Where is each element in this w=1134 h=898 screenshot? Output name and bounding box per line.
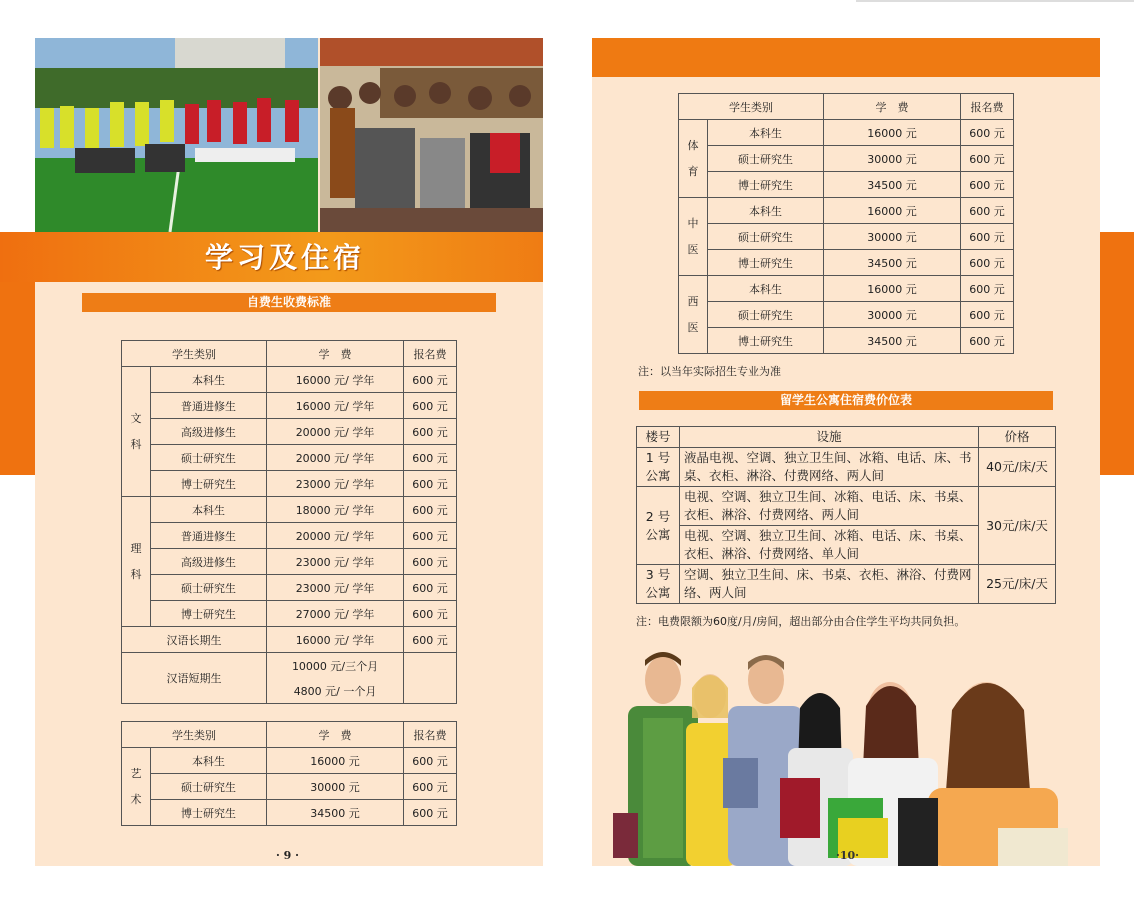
top-edge-line <box>856 0 1134 2</box>
table-row <box>122 393 457 419</box>
tuition-cell: 34500 元 <box>267 800 404 826</box>
registration-fee-cell: 600 元 <box>404 774 457 800</box>
registration-fee-cell: 600 元 <box>961 224 1014 250</box>
registration-fee-cell: 600 元 <box>404 445 457 471</box>
tuition-cell: 16000 元 <box>267 748 404 774</box>
page-title: 学习及住宿 <box>204 241 365 274</box>
header-tuition: 学 费 <box>267 341 404 367</box>
tuition-cell: 20000 元/ 学年 <box>267 419 404 445</box>
registration-fee-cell: 600 元 <box>404 549 457 575</box>
registration-fee-cell: 600 元 <box>404 497 457 523</box>
fee-table-art <box>121 721 457 826</box>
student-type-cell: 汉语短期生 <box>122 653 267 704</box>
registration-fee-cell: 600 元 <box>404 367 457 393</box>
category-cell: 艺 术 <box>122 748 151 826</box>
table-row <box>637 487 1056 526</box>
header-row <box>122 722 457 748</box>
table-row <box>122 367 457 393</box>
building-cell: 2 号公寓 <box>637 487 680 565</box>
table-row <box>122 653 457 679</box>
registration-fee-cell: 600 元 <box>404 748 457 774</box>
table-row <box>679 120 1014 146</box>
table-row <box>122 575 457 601</box>
student-type-cell: 普通进修生 <box>151 393 267 419</box>
table-row <box>679 302 1014 328</box>
tuition-cell: 34500 元 <box>824 328 961 354</box>
registration-fee-cell: 600 元 <box>404 601 457 627</box>
facilities-cell: 电视、空调、独立卫生间、冰箱、电话、床、书桌、衣柜、淋浴、付费网络、两人间 <box>680 487 979 526</box>
registration-fee-cell: 600 元 <box>404 393 457 419</box>
student-type-cell: 硕士研究生 <box>708 224 824 250</box>
tuition-cell: 27000 元/ 学年 <box>267 601 404 627</box>
tuition-cell: 16000 元 <box>824 120 961 146</box>
table-row <box>679 224 1014 250</box>
student-type-cell: 博士研究生 <box>708 172 824 198</box>
table-row <box>122 774 457 800</box>
tuition-cell: 30000 元 <box>824 302 961 328</box>
registration-fee-cell: 600 元 <box>961 146 1014 172</box>
student-type-cell: 本科生 <box>151 367 267 393</box>
table-row <box>122 497 457 523</box>
student-type-cell: 高级进修生 <box>151 419 267 445</box>
table-row <box>122 627 457 653</box>
facilities-cell: 液晶电视、空调、独立卫生间、冰箱、电话、床、书桌、衣柜、淋浴、付费网络、两人间 <box>680 448 979 487</box>
table-row <box>122 800 457 826</box>
right-top-band <box>592 38 1100 77</box>
table-row <box>637 565 1056 604</box>
tuition-cell: 34500 元 <box>824 172 961 198</box>
category-cell: 文 科 <box>122 367 151 497</box>
tuition-cell: 23000 元/ 学年 <box>267 549 404 575</box>
registration-fee-cell: 600 元 <box>961 172 1014 198</box>
left-edge-band <box>0 282 35 475</box>
tuition-cell: 30000 元 <box>824 146 961 172</box>
student-type-cell: 博士研究生 <box>708 328 824 354</box>
category-cell: 体 育 <box>679 120 708 198</box>
table-row <box>122 419 457 445</box>
student-type-cell: 博士研究生 <box>151 800 267 826</box>
tuition-cell: 16000 元/ 学年 <box>267 627 404 653</box>
student-type-cell: 高级进修生 <box>151 549 267 575</box>
table-row <box>122 601 457 627</box>
registration-fee-cell: 600 元 <box>404 575 457 601</box>
tuition-cell: 18000 元/ 学年 <box>267 497 404 523</box>
student-type-cell: 博士研究生 <box>151 471 267 497</box>
registration-fee-cell: 600 元 <box>404 419 457 445</box>
price-cell: 30元/床/天 <box>979 487 1056 565</box>
tuition-cell: 16000 元 <box>824 198 961 224</box>
student-type-cell: 本科生 <box>151 748 267 774</box>
section-title-dorm: 留学生公寓住宿费价位表 <box>639 391 1053 410</box>
tuition-cell: 23000 元/ 学年 <box>267 575 404 601</box>
fee-table-arts-science <box>121 340 457 704</box>
tuition-cell: 16000 元/ 学年 <box>267 367 404 393</box>
note-electricity: 注：电费限额为60度/月/房间，超出部分由合住学生平均共同负担。 <box>636 615 966 628</box>
table-row <box>679 328 1014 354</box>
header-registration: 报名费 <box>404 341 457 367</box>
registration-fee-cell: 600 元 <box>404 471 457 497</box>
table-row <box>679 198 1014 224</box>
table-row <box>122 471 457 497</box>
price-cell: 25元/床/天 <box>979 565 1056 604</box>
header-category: 学生类别 <box>122 722 267 748</box>
student-type-cell: 本科生 <box>708 120 824 146</box>
note-enrollment: 注：以当年实际招生专业为准 <box>638 365 781 378</box>
page-number-left: · 9 · <box>276 849 299 862</box>
registration-fee-cell: 600 元 <box>961 120 1014 146</box>
header-row <box>122 341 457 367</box>
registration-fee-cell: 600 元 <box>961 328 1014 354</box>
student-type-cell: 硕士研究生 <box>151 445 267 471</box>
tuition-cell: 34500 元 <box>824 250 961 276</box>
section-title-fees: 自费生收费标准 <box>82 293 496 312</box>
registration-fee-cell: 600 元 <box>404 523 457 549</box>
header-building: 楼号 <box>637 427 680 448</box>
header-category: 学生类别 <box>122 341 267 367</box>
header-row <box>679 94 1014 120</box>
header-tuition: 学 费 <box>267 722 404 748</box>
header-category: 学生类别 <box>679 94 824 120</box>
registration-fee-cell: 600 元 <box>404 627 457 653</box>
students-photo-group <box>320 38 543 232</box>
student-type-cell: 汉语长期生 <box>122 627 267 653</box>
student-type-cell: 硕士研究生 <box>708 302 824 328</box>
header-tuition: 学 费 <box>824 94 961 120</box>
registration-fee-cell: 600 元 <box>961 250 1014 276</box>
right-edge-band <box>1100 232 1134 475</box>
tuition-cell: 16000 元/ 学年 <box>267 393 404 419</box>
tuition-cell: 20000 元/ 学年 <box>267 523 404 549</box>
page-number-right: ·10· <box>836 849 859 862</box>
header-row <box>637 427 1056 448</box>
tuition-cell: 16000 元 <box>824 276 961 302</box>
tuition-cell: 23000 元/ 学年 <box>267 471 404 497</box>
table-row <box>122 523 457 549</box>
table-row <box>679 172 1014 198</box>
students-photo-soccer <box>35 38 318 232</box>
student-type-cell: 硕士研究生 <box>151 774 267 800</box>
fee-table-sports-medicine <box>678 93 1014 354</box>
student-type-cell: 普通进修生 <box>151 523 267 549</box>
student-type-cell: 本科生 <box>151 497 267 523</box>
tuition-cell: 20000 元/ 学年 <box>267 445 404 471</box>
registration-fee-cell: 600 元 <box>404 800 457 826</box>
tuition-cell: 4800 元/ 一个月 <box>267 678 404 704</box>
registration-fee-cell: 600 元 <box>961 198 1014 224</box>
header-price: 价格 <box>979 427 1056 448</box>
header-registration: 报名费 <box>961 94 1014 120</box>
header-facilities: 设施 <box>680 427 979 448</box>
student-type-cell: 硕士研究生 <box>151 575 267 601</box>
building-cell: 3 号公寓 <box>637 565 680 604</box>
facilities-cell: 电视、空调、独立卫生间、冰箱、电话、床、书桌、衣柜、淋浴、付费网络、单人间 <box>680 526 979 565</box>
header-registration: 报名费 <box>404 722 457 748</box>
tuition-cell: 30000 元 <box>267 774 404 800</box>
building-cell: 1 号公寓 <box>637 448 680 487</box>
tuition-cell: 10000 元/三个月 <box>267 653 404 679</box>
category-cell: 中 医 <box>679 198 708 276</box>
student-type-cell: 本科生 <box>708 198 824 224</box>
table-row <box>679 250 1014 276</box>
registration-fee-cell <box>404 653 457 704</box>
student-type-cell: 博士研究生 <box>151 601 267 627</box>
table-row <box>122 748 457 774</box>
student-type-cell: 本科生 <box>708 276 824 302</box>
students-photo <box>598 648 1100 866</box>
category-cell: 理 科 <box>122 497 151 627</box>
table-row <box>637 448 1056 487</box>
student-type-cell: 博士研究生 <box>708 250 824 276</box>
student-type-cell: 硕士研究生 <box>708 146 824 172</box>
table-row <box>122 445 457 471</box>
registration-fee-cell: 600 元 <box>961 276 1014 302</box>
category-cell: 西 医 <box>679 276 708 354</box>
dorm-price-table <box>636 426 1056 604</box>
table-row <box>122 549 457 575</box>
price-cell: 40元/床/天 <box>979 448 1056 487</box>
registration-fee-cell: 600 元 <box>961 302 1014 328</box>
table-row <box>679 276 1014 302</box>
facilities-cell: 空调、独立卫生间、床、书桌、衣柜、淋浴、付费网络、两人间 <box>680 565 979 604</box>
tuition-cell: 30000 元 <box>824 224 961 250</box>
table-row <box>679 146 1014 172</box>
